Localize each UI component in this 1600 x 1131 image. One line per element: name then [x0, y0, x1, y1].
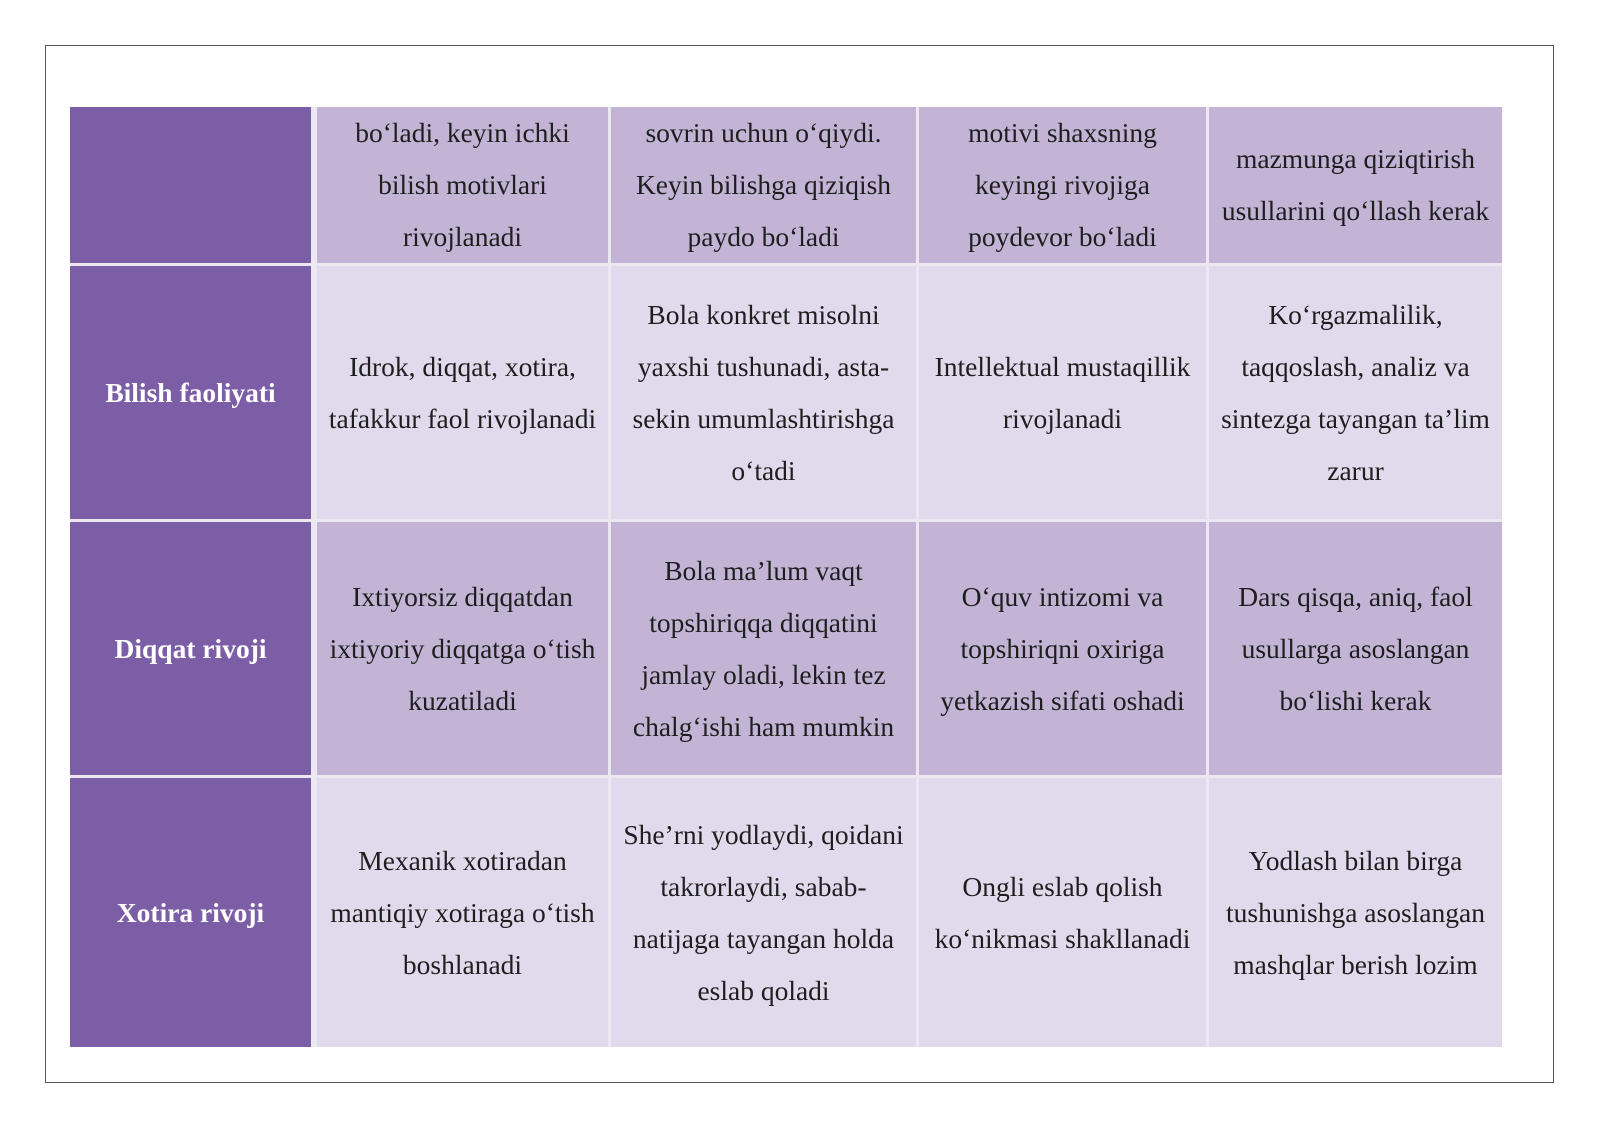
cell-text: Dars qisqa, aniq, faol usullarga asoslangan bo‘lishi kerak	[1238, 580, 1473, 716]
development-table	[70, 107, 1502, 1047]
table-cell	[611, 266, 919, 522]
cell-text: sovrin uchun o‘qiydi. Keyin bilishga qiziqish paydo bo‘ladi	[635, 117, 892, 252]
cell-text: Ko‘rgazmalilik, taqqoslash, analiz va sintezga tayangan ta’lim zarur	[1221, 298, 1490, 486]
cell-text: Ongli eslab qolish ko‘nikmasi shakllanadi	[934, 870, 1191, 954]
table-row	[70, 778, 1502, 1047]
row-header: Bilish faoliyati	[70, 266, 317, 522]
cell-text: Mexanik xotiradan mantiqiy xotiraga o‘tish boshlanadi	[330, 844, 595, 980]
cell-text: mazmunga qiziqtirish usullarini qo‘llash kerak	[1221, 143, 1490, 226]
cell-text: Bola ma’lum vaqt topshiriqqa diqqatini jamlay oladi, lekin tez chalg‘ishi ham mumkin	[632, 554, 895, 742]
table-cell	[317, 522, 611, 778]
table-cell	[1209, 522, 1502, 778]
table-cell	[919, 778, 1209, 1047]
cell-text: Yodlash bilan birga tushunishga asoslangan mashqlar berish lozim	[1226, 844, 1485, 980]
table-cell	[919, 266, 1209, 522]
cell-text: Bola konkret misolni yaxshi tushunadi, asta-sekin umumlashtirishga o‘tadi	[632, 298, 895, 486]
cell-text: bo‘ladi, keyin ichki bilish motivlari rivojlanadi	[355, 117, 570, 252]
table-cell	[1209, 266, 1502, 522]
row-header	[70, 107, 317, 266]
cell-text: Intellektual mustaqillik rivojlanadi	[934, 350, 1191, 434]
table-cell	[919, 107, 1209, 266]
table-cell	[317, 266, 611, 522]
cell-text: motivi shaxsning keyingi rivojiga poydevor bo‘ladi	[968, 117, 1157, 252]
cell-text: O‘quv intizomi va topshiriqni oxiriga yetkazish sifati oshadi	[940, 580, 1185, 716]
row-header: Diqqat rivoji	[70, 522, 317, 778]
table-cell	[611, 778, 919, 1047]
table-cell	[1209, 778, 1502, 1047]
cell-text: Ixtiyorsiz diqqatdan ixtiyoriy diqqatga o‘tish kuzatiladi	[329, 580, 596, 716]
table-cell	[611, 107, 919, 266]
table-cell	[1209, 107, 1502, 266]
table-row	[70, 107, 1502, 266]
cell-text: Idrok, diqqat, xotira, tafakkur faol rivojlanadi	[328, 350, 597, 434]
table-cell	[317, 107, 611, 266]
table-cell	[919, 522, 1209, 778]
table-row	[70, 266, 1502, 522]
table-cell	[317, 778, 611, 1047]
row-header: Xotira rivoji	[70, 778, 317, 1047]
table-cell	[611, 522, 919, 778]
cell-text: She’rni yodlaydi, qoidani takrorlaydi, sabab-natijaga tayangan holda eslab qoladi	[623, 818, 904, 1006]
table-row	[70, 522, 1502, 778]
